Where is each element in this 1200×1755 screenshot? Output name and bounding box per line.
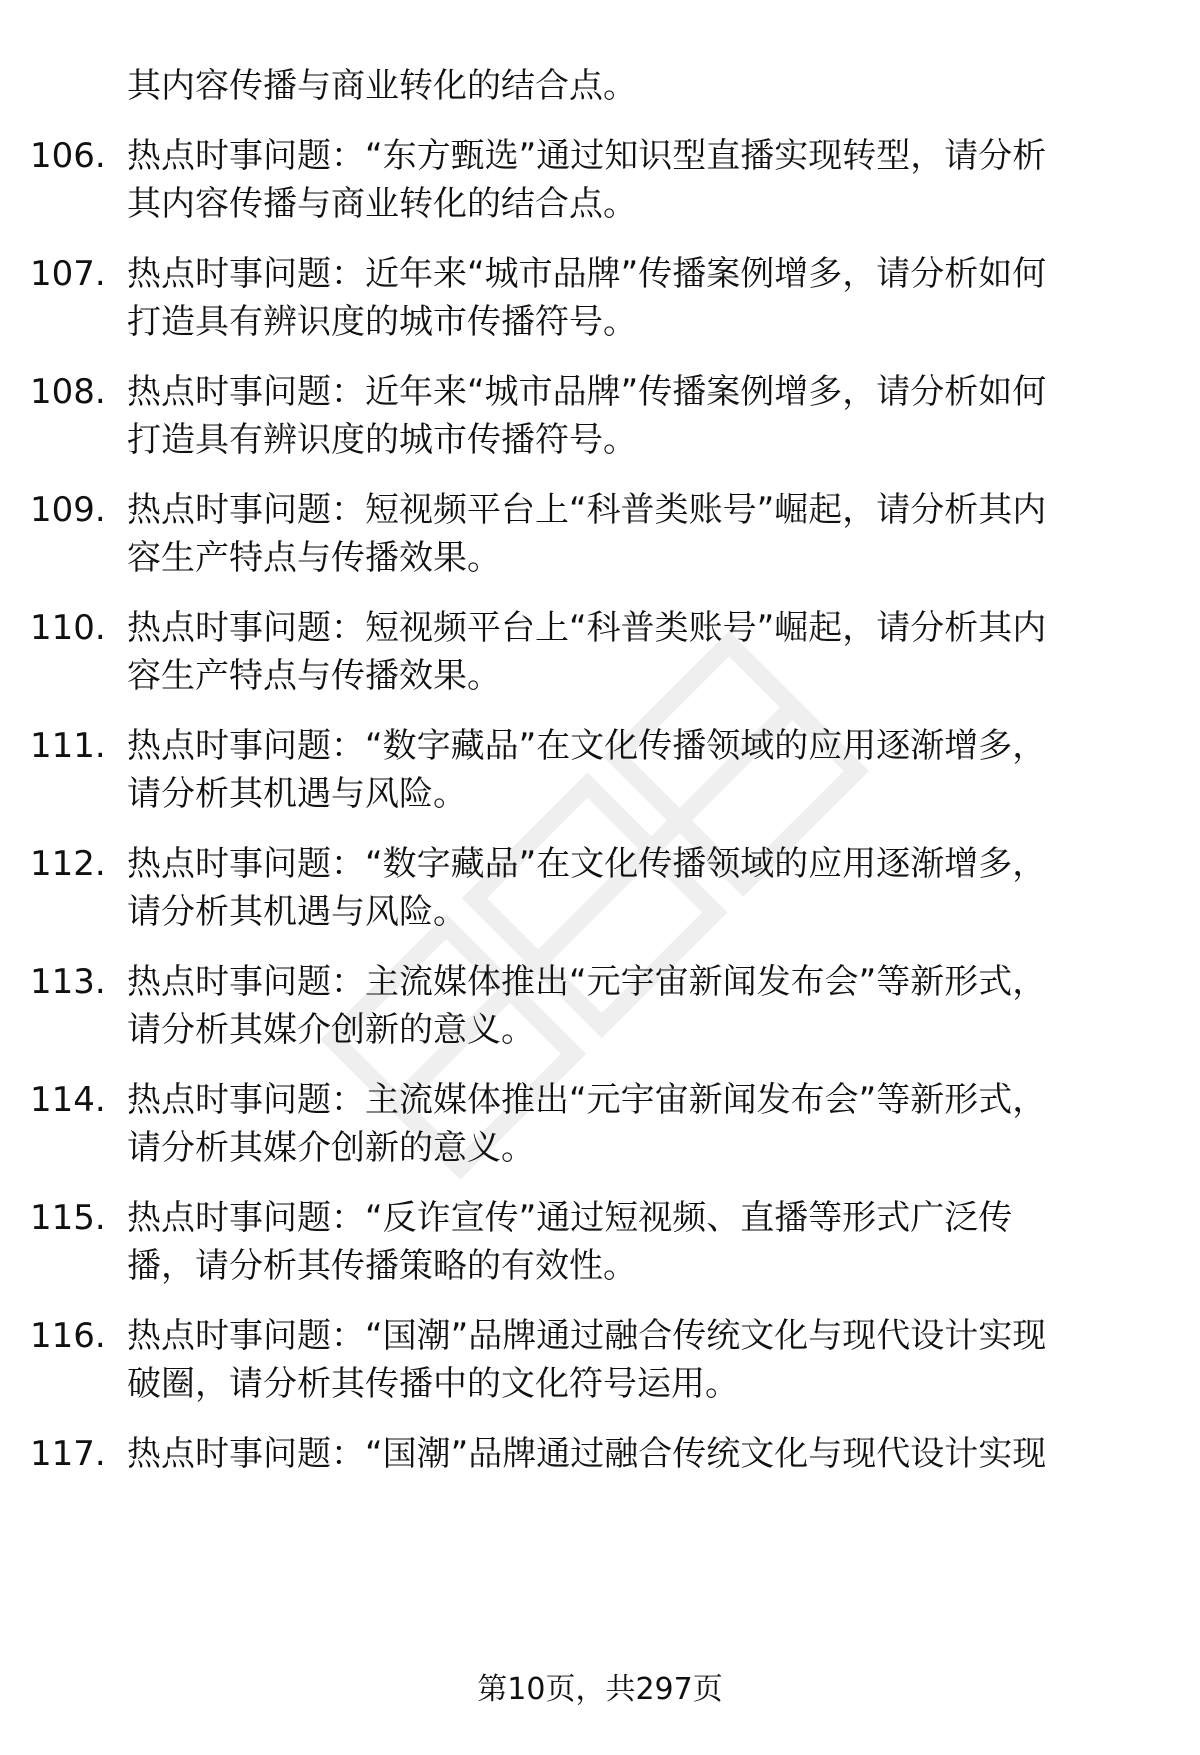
item-text-line: 请分析其媒介创新的意义。 bbox=[127, 1128, 535, 1168]
item-text bbox=[127, 1430, 1177, 1478]
list-item bbox=[0, 840, 1200, 940]
item-text-line: 破圈，请分析其传播中的文化符号运用。 bbox=[127, 1364, 739, 1404]
list-item bbox=[0, 1312, 1200, 1412]
item-text-line: 热点时事问题：主流媒体推出“元宇宙新闻发布会”等新形式， bbox=[127, 1080, 1047, 1120]
item-text-line: 打造具有辨识度的城市传播符号。 bbox=[127, 302, 637, 342]
continuation-text: 其内容传播与商业转化的结合点。 bbox=[127, 66, 637, 106]
item-text bbox=[127, 1312, 1177, 1408]
item-text-line: 热点时事问题：短视频平台上“科普类账号”崛起，请分析其内 bbox=[127, 490, 1047, 530]
item-text bbox=[127, 840, 1177, 936]
item-text-line: 热点时事问题：“反诈宣传”通过短视频、直播等形式广泛传 bbox=[127, 1198, 1013, 1238]
list-item bbox=[0, 1076, 1200, 1176]
list-item bbox=[0, 250, 1200, 350]
item-text-line: 容生产特点与传播效果。 bbox=[127, 656, 501, 696]
item-number: 117. bbox=[30, 1434, 106, 1474]
list-item bbox=[0, 1430, 1200, 1530]
item-text-line: 热点时事问题：近年来“城市品牌”传播案例增多，请分析如何 bbox=[127, 254, 1047, 294]
item-number: 109. bbox=[30, 490, 106, 530]
item-number: 115. bbox=[30, 1198, 106, 1238]
list-item bbox=[0, 368, 1200, 468]
item-number: 112. bbox=[30, 844, 106, 884]
item-text-line: 打造具有辨识度的城市传播符号。 bbox=[127, 420, 637, 460]
item-text-line: 热点时事问题：近年来“城市品牌”传播案例增多，请分析如何 bbox=[127, 372, 1047, 412]
item-text-line: 热点时事问题：“国潮”品牌通过融合传统文化与现代设计实现 bbox=[127, 1316, 1047, 1356]
item-number: 113. bbox=[30, 962, 106, 1002]
list-item bbox=[0, 132, 1200, 232]
item-text bbox=[127, 486, 1177, 582]
item-text bbox=[127, 958, 1177, 1054]
item-text-line: 请分析其机遇与风险。 bbox=[127, 774, 467, 814]
item-text bbox=[127, 722, 1177, 818]
item-text-line: 热点时事问题：“数字藏品”在文化传播领域的应用逐渐增多， bbox=[127, 726, 1047, 766]
item-text-line: 热点时事问题：“国潮”品牌通过融合传统文化与现代设计实现 bbox=[127, 1434, 1047, 1474]
item-number: 107. bbox=[30, 254, 106, 294]
list-item bbox=[0, 486, 1200, 586]
item-text bbox=[127, 1076, 1177, 1172]
item-number: 108. bbox=[30, 372, 106, 412]
list-item bbox=[0, 958, 1200, 1058]
list-item bbox=[0, 1194, 1200, 1294]
item-text bbox=[127, 132, 1177, 228]
item-number: 111. bbox=[30, 726, 106, 766]
item-text-line: 请分析其机遇与风险。 bbox=[127, 892, 467, 932]
list-item bbox=[0, 604, 1200, 704]
item-text-line: 热点时事问题：“数字藏品”在文化传播领域的应用逐渐增多， bbox=[127, 844, 1047, 884]
item-text-line: 请分析其媒介创新的意义。 bbox=[127, 1010, 535, 1050]
item-text-line: 容生产特点与传播效果。 bbox=[127, 538, 501, 578]
item-text bbox=[127, 368, 1177, 464]
item-number: 114. bbox=[30, 1080, 106, 1120]
item-text-line: 其内容传播与商业转化的结合点。 bbox=[127, 184, 637, 224]
item-text-line: 播，请分析其传播策略的有效性。 bbox=[127, 1246, 637, 1286]
item-text-line: 热点时事问题：短视频平台上“科普类账号”崛起，请分析其内 bbox=[127, 608, 1047, 648]
item-number: 116. bbox=[30, 1316, 106, 1356]
item-text bbox=[127, 1194, 1177, 1290]
item-text bbox=[127, 604, 1177, 700]
item-number: 110. bbox=[30, 608, 106, 648]
item-text-line: 热点时事问题：主流媒体推出“元宇宙新闻发布会”等新形式， bbox=[127, 962, 1047, 1002]
list-item bbox=[0, 722, 1200, 822]
item-number: 106. bbox=[30, 136, 106, 176]
item-text bbox=[127, 250, 1177, 346]
page-footer: 第10页，共297页 bbox=[477, 1672, 723, 1707]
item-text-line: 热点时事问题：“东方甄选”通过知识型直播实现转型，请分析 bbox=[127, 136, 1047, 176]
